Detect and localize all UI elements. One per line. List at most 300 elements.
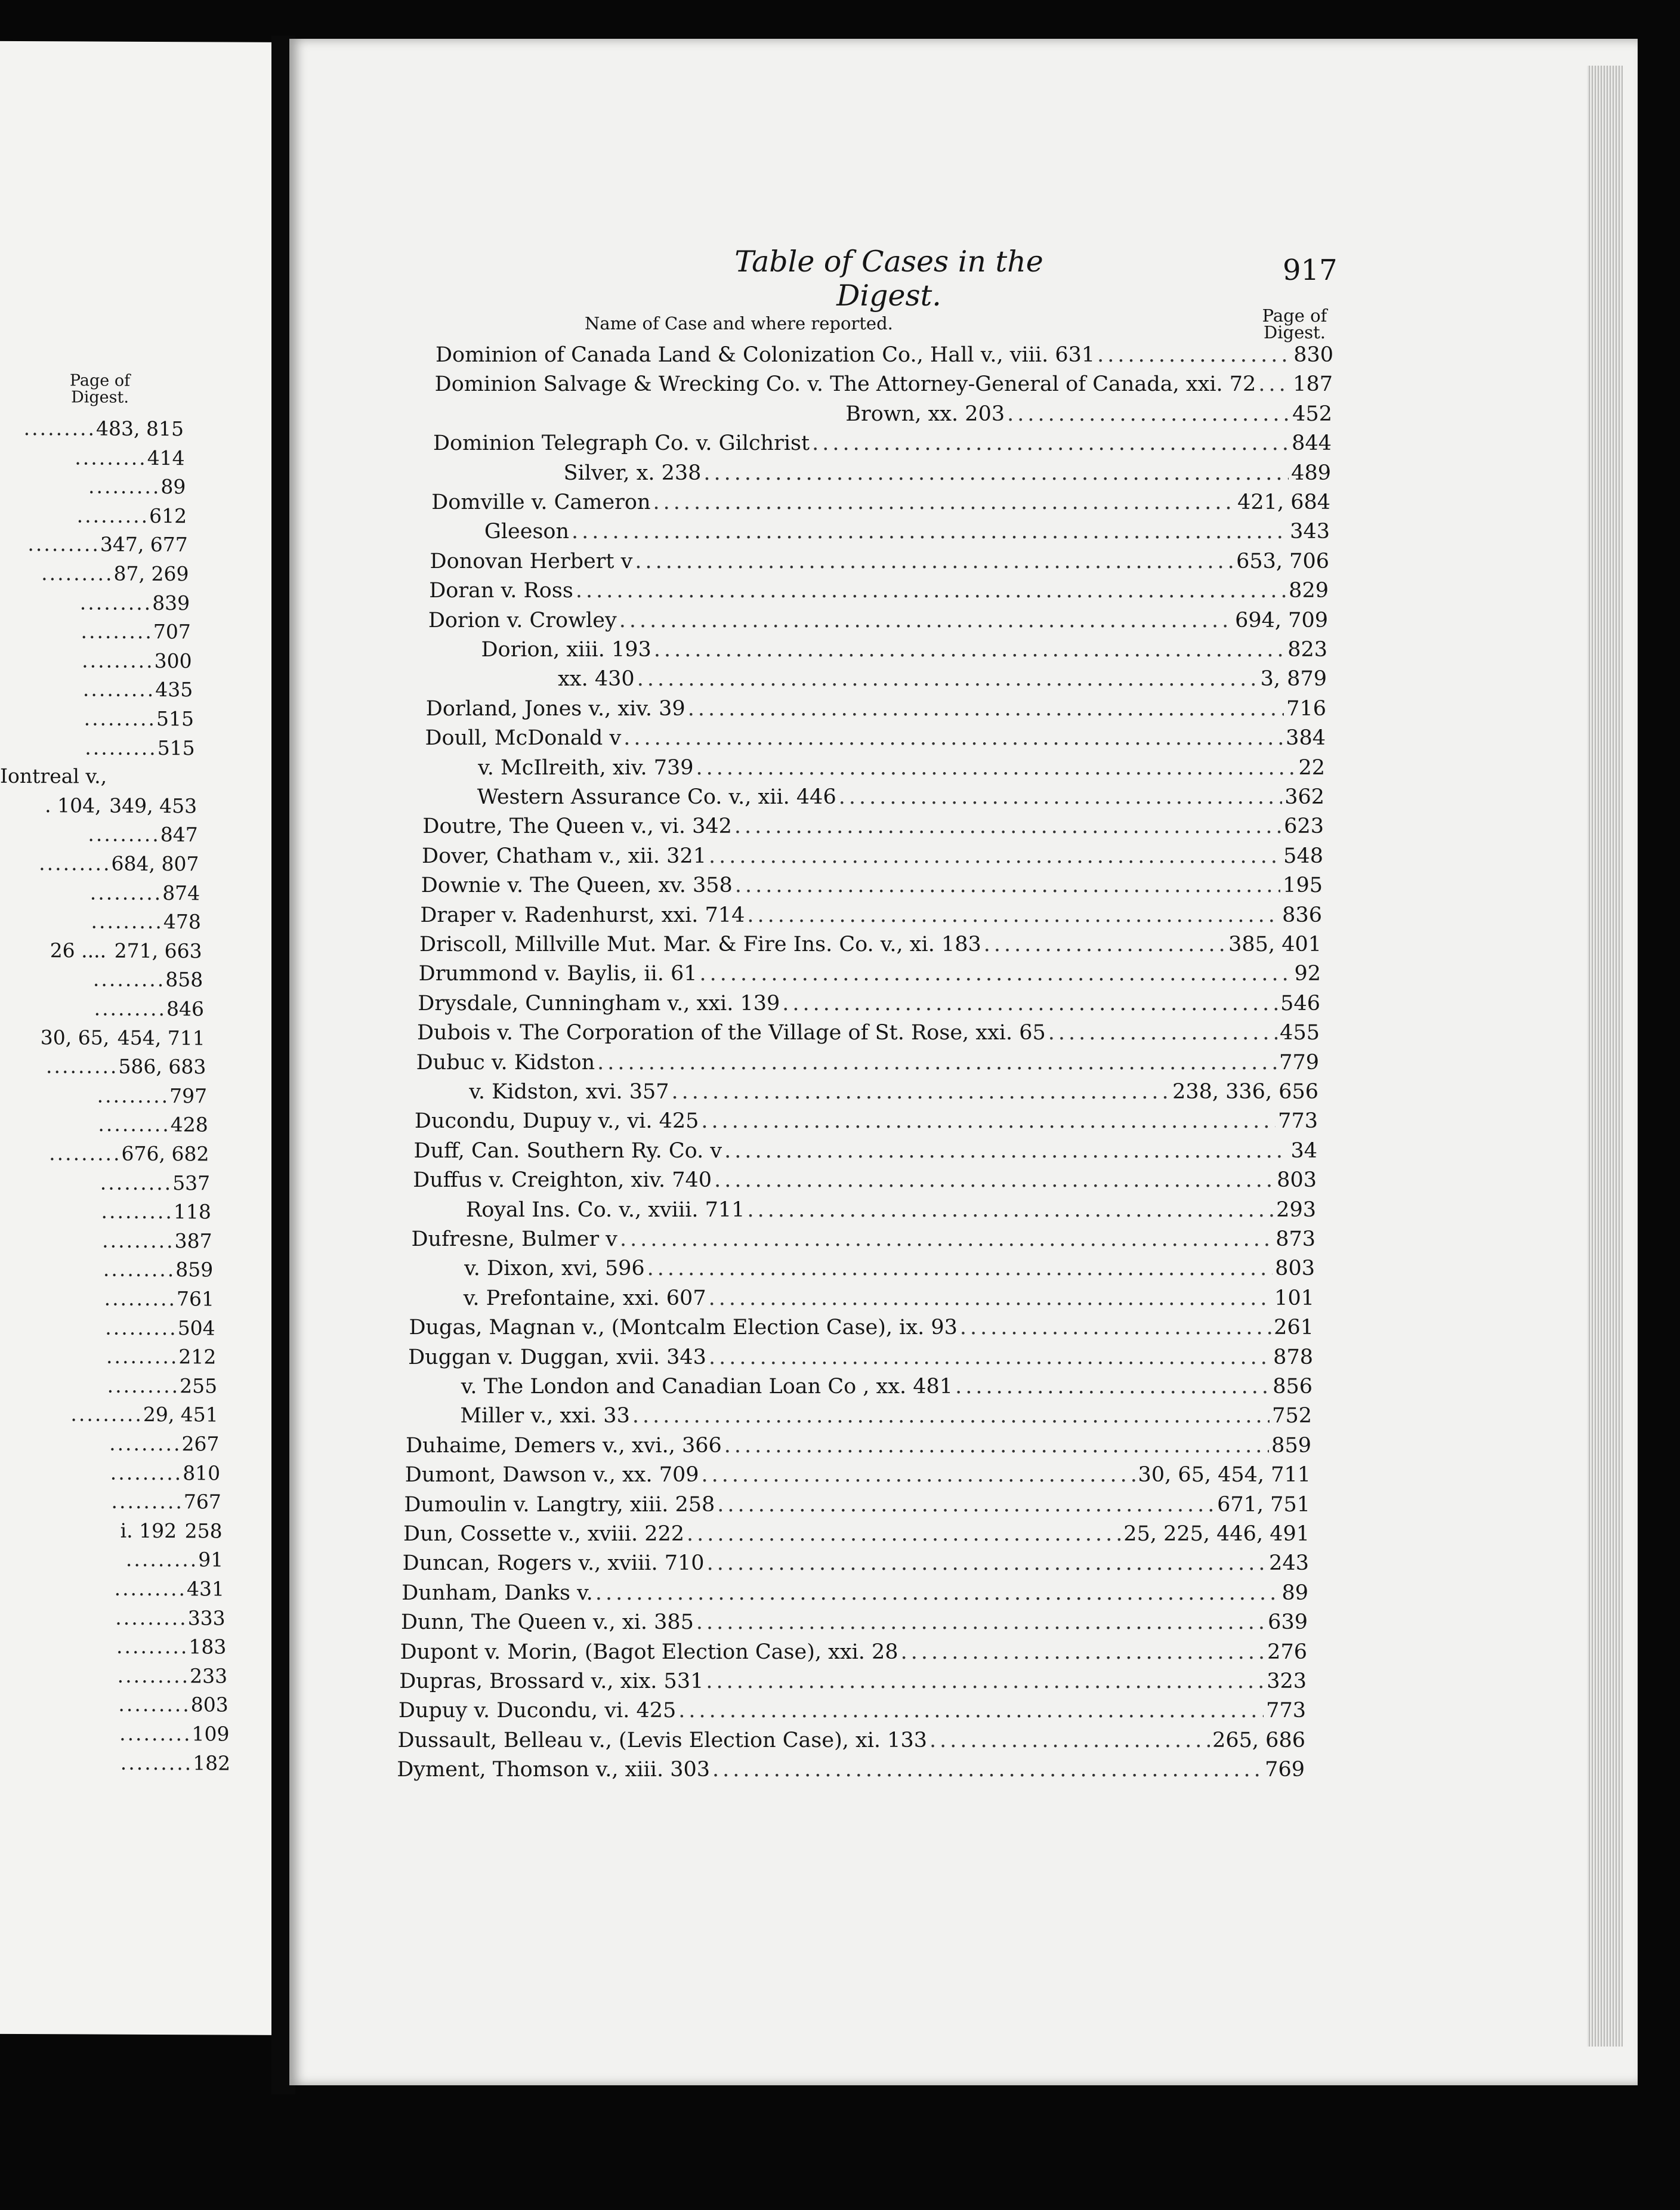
digest-page: 34 bbox=[1290, 1138, 1317, 1163]
case-name: Drummond v. Baylis, ii. 61 bbox=[418, 962, 697, 986]
left-entry-pages: 761 bbox=[177, 1287, 214, 1311]
left-entry-pages: 183 bbox=[189, 1635, 227, 1659]
case-name: Duggan v. Duggan, xvii. 343 bbox=[408, 1345, 706, 1369]
dot-leader bbox=[701, 1106, 1276, 1136]
dot-leader: ......... bbox=[91, 909, 163, 934]
left-entry bbox=[0, 1371, 217, 1401]
case-entry bbox=[399, 1666, 1307, 1696]
digest-page: 653, 706 bbox=[1236, 549, 1329, 573]
dot-leader bbox=[678, 1696, 1264, 1726]
digest-page: 362 bbox=[1284, 785, 1324, 809]
dot-leader bbox=[635, 547, 1234, 576]
dot-leader: ......... bbox=[88, 822, 160, 847]
case-entry bbox=[400, 1637, 1307, 1667]
digest-page: 92 bbox=[1294, 962, 1321, 986]
left-entry-pages: 515 bbox=[157, 736, 195, 760]
case-entry bbox=[484, 517, 1330, 547]
left-entry bbox=[0, 1342, 216, 1372]
left-entry bbox=[0, 1284, 214, 1314]
dot-leader bbox=[724, 1431, 1269, 1461]
left-entry bbox=[0, 675, 193, 704]
dot-leader bbox=[709, 841, 1281, 871]
case-entry bbox=[406, 1431, 1311, 1461]
left-entry-pages: 767 bbox=[183, 1490, 221, 1514]
case-entry bbox=[425, 723, 1326, 753]
left-entry-pages: 349, 453 bbox=[109, 794, 197, 818]
digest-page: 101 bbox=[1274, 1286, 1314, 1310]
left-entry bbox=[0, 1052, 206, 1082]
dot-leader: ......... bbox=[106, 1344, 179, 1369]
case-name: Draper v. Radenhurst, xxi. 714 bbox=[420, 903, 745, 927]
left-entry-pages: 271, 663 bbox=[114, 939, 202, 963]
case-entry bbox=[469, 1077, 1318, 1107]
left-entry bbox=[0, 1661, 227, 1691]
left-entry-pages: 435 bbox=[155, 678, 193, 702]
left-entry-pages: 89 bbox=[160, 475, 186, 499]
left-entry-prefix: 26 .... bbox=[50, 939, 107, 962]
case-entry bbox=[405, 1460, 1311, 1490]
case-entry bbox=[436, 340, 1333, 370]
dot-leader: ......... bbox=[76, 504, 150, 527]
digest-page: 639 bbox=[1268, 1610, 1308, 1635]
case-entry bbox=[466, 1195, 1316, 1225]
dot-leader bbox=[101, 794, 110, 817]
digest-page: 261 bbox=[1274, 1316, 1314, 1340]
digest-page: 823 bbox=[1287, 638, 1327, 662]
left-entry-pages: 839 bbox=[152, 591, 190, 615]
dot-leader: ......... bbox=[92, 967, 166, 992]
dot-leader: ......... bbox=[75, 445, 147, 470]
digest-page: 716 bbox=[1286, 696, 1326, 721]
left-entry-pages: 212 bbox=[178, 1345, 217, 1369]
digest-page: 489 bbox=[1291, 461, 1331, 485]
left-entry bbox=[0, 1023, 205, 1052]
case-entry bbox=[429, 576, 1329, 606]
left-entry-prefix: Iontreal v., bbox=[0, 764, 107, 788]
left-entry bbox=[0, 646, 192, 675]
case-entry bbox=[418, 989, 1320, 1018]
digest-page: 773 bbox=[1266, 1699, 1306, 1723]
case-entry bbox=[415, 1106, 1318, 1136]
dot-leader: ......... bbox=[79, 591, 153, 615]
page-edges bbox=[1587, 66, 1623, 2047]
left-entry bbox=[0, 1139, 209, 1169]
dot-leader bbox=[724, 1136, 1288, 1166]
dot-leader: ......... bbox=[110, 1461, 183, 1484]
left-entry bbox=[0, 965, 203, 994]
case-name: Dupuy v. Ducondu, vi. 425 bbox=[398, 1699, 677, 1723]
case-name: Ducondu, Dupuy v., vi. 425 bbox=[414, 1109, 699, 1134]
dot-leader bbox=[654, 635, 1285, 665]
digest-page: 623 bbox=[1284, 814, 1324, 839]
case-entry bbox=[397, 1755, 1305, 1785]
case-entry bbox=[402, 1578, 1308, 1608]
dot-leader: ......... bbox=[107, 1373, 180, 1397]
case-entry bbox=[435, 369, 1333, 399]
dot-leader: ......... bbox=[39, 851, 112, 875]
left-entry bbox=[0, 530, 188, 559]
left-entry-pages: 515 bbox=[156, 706, 194, 731]
case-entry bbox=[399, 1696, 1306, 1726]
digest-page: 3, 879 bbox=[1260, 667, 1327, 692]
case-name: Dunn, The Queen v., xi. 385 bbox=[400, 1610, 694, 1635]
left-entry-pages: 676, 682 bbox=[121, 1141, 209, 1166]
dot-leader: ......... bbox=[82, 649, 155, 672]
left-entry bbox=[0, 443, 185, 472]
case-entry bbox=[416, 1048, 1319, 1078]
case-name: Miller v., xxi. 33 bbox=[460, 1404, 630, 1428]
dot-leader: ......... bbox=[102, 1229, 175, 1252]
dot-leader bbox=[955, 1372, 1270, 1402]
dot-leader bbox=[929, 1726, 1210, 1755]
left-entry-pages: 483, 815 bbox=[96, 416, 184, 441]
left-entry-pages: 612 bbox=[149, 504, 187, 528]
dot-leader bbox=[984, 930, 1226, 959]
left-entry-pages: 91 bbox=[198, 1548, 224, 1572]
dot-leader bbox=[688, 694, 1284, 724]
dot-leader bbox=[696, 1607, 1265, 1637]
case-name: Dussault, Belleau v., (Levis Election Case), xi. 133 bbox=[397, 1728, 927, 1752]
dot-leader bbox=[1007, 399, 1290, 429]
case-entry bbox=[413, 1165, 1317, 1195]
dot-leader bbox=[1258, 369, 1290, 399]
case-entry bbox=[422, 841, 1323, 871]
dot-leader bbox=[687, 1519, 1121, 1549]
left-entry bbox=[0, 1516, 223, 1546]
digest-page: 752 bbox=[1272, 1404, 1312, 1428]
dot-leader: ......... bbox=[70, 1402, 143, 1427]
case-name: Silver, x. 238 bbox=[563, 461, 702, 485]
dot-leader bbox=[960, 1313, 1271, 1342]
dot-leader: ......... bbox=[41, 561, 114, 585]
case-name: Dyment, Thomson v., xiii. 303 bbox=[397, 1758, 710, 1782]
case-name: Dominion of Canada Land & Colonization Co., Hall v., viii. 631 bbox=[436, 343, 1095, 367]
digest-page: 384 bbox=[1286, 726, 1326, 751]
left-entry bbox=[0, 907, 201, 936]
left-entry bbox=[0, 1545, 223, 1575]
dot-leader: ......... bbox=[27, 532, 100, 556]
digest-page: 803 bbox=[1277, 1168, 1317, 1193]
case-entry bbox=[460, 1401, 1312, 1431]
digest-page: 195 bbox=[1283, 873, 1323, 898]
dot-leader bbox=[735, 871, 1280, 900]
case-name: Dominion Salvage & Wrecking Co. v. The Attorney-General of Canada, xxi. 72 bbox=[434, 372, 1256, 397]
digest-page: 30, 65, 454, 711 bbox=[1138, 1463, 1311, 1487]
digest-page: 830 bbox=[1293, 343, 1333, 367]
dot-leader: ......... bbox=[119, 1721, 192, 1746]
dot-leader: ......... bbox=[49, 1141, 122, 1165]
dot-leader bbox=[647, 1254, 1273, 1283]
left-entry bbox=[0, 1197, 211, 1227]
case-name: Doran v. Ross bbox=[429, 579, 573, 603]
left-page bbox=[0, 41, 314, 2035]
dot-leader bbox=[595, 1578, 1280, 1608]
case-name: Dorland, Jones v., xiv. 39 bbox=[425, 696, 685, 721]
dot-leader bbox=[709, 1342, 1271, 1372]
case-entry bbox=[464, 1254, 1315, 1283]
dot-leader: ......... bbox=[118, 1693, 191, 1717]
dot-leader bbox=[109, 1026, 118, 1049]
dot-leader: ......... bbox=[101, 1199, 174, 1224]
dot-leader bbox=[637, 664, 1258, 694]
left-entry bbox=[0, 878, 200, 907]
case-name: Doull, McDonald v bbox=[425, 726, 622, 751]
left-entry bbox=[0, 994, 204, 1023]
digest-page: 323 bbox=[1267, 1669, 1307, 1693]
dot-leader bbox=[709, 1283, 1273, 1313]
digest-page: 385, 401 bbox=[1228, 933, 1321, 956]
case-entry bbox=[412, 1224, 1316, 1254]
left-entry-pages: 846 bbox=[166, 997, 204, 1021]
left-entry bbox=[0, 762, 196, 791]
left-entry bbox=[0, 1255, 213, 1285]
dot-leader bbox=[812, 428, 1289, 458]
left-entry-pages: 847 bbox=[160, 823, 198, 847]
case-name: Dominion Telegraph Co. v. Gilchrist bbox=[433, 431, 810, 456]
dot-leader bbox=[712, 1755, 1262, 1785]
case-entry bbox=[422, 811, 1324, 841]
case-entry bbox=[430, 547, 1329, 576]
case-name: Dunham, Danks v. bbox=[402, 1581, 593, 1605]
digest-page: 243 bbox=[1269, 1551, 1309, 1576]
case-name: Western Assurance Co. v., xii. 446 bbox=[477, 785, 836, 809]
left-entry-pages: 333 bbox=[187, 1606, 226, 1630]
case-entry bbox=[478, 753, 1325, 783]
left-entry-pages: 255 bbox=[180, 1373, 218, 1398]
case-name: Dun, Cossette v., xviii. 222 bbox=[403, 1522, 684, 1546]
dot-leader: ......... bbox=[82, 677, 156, 702]
left-entry bbox=[0, 936, 202, 965]
left-entry-pages: 537 bbox=[172, 1171, 211, 1194]
case-entry bbox=[419, 930, 1321, 959]
case-name: Dubuc v. Kidston bbox=[416, 1050, 595, 1075]
case-entry bbox=[403, 1519, 1310, 1549]
dot-leader: ......... bbox=[125, 1548, 199, 1572]
digest-page: 238, 336, 656 bbox=[1172, 1080, 1318, 1104]
case-name: Dover, Chatham v., xii. 321 bbox=[422, 844, 706, 868]
dot-leader bbox=[597, 1048, 1277, 1078]
dot-leader bbox=[106, 939, 115, 962]
left-entry bbox=[0, 849, 199, 878]
dot-leader: ......... bbox=[23, 416, 97, 440]
left-entry bbox=[0, 1110, 208, 1140]
left-entry bbox=[0, 588, 190, 617]
left-entry bbox=[0, 820, 198, 849]
case-entry bbox=[414, 1136, 1317, 1166]
left-entry-pages: 810 bbox=[183, 1461, 221, 1485]
left-entry-pages: 267 bbox=[181, 1432, 220, 1456]
digest-page: 878 bbox=[1273, 1345, 1313, 1369]
dot-leader: ......... bbox=[88, 474, 161, 499]
case-name: Brown, xx. 203 bbox=[845, 402, 1005, 426]
left-entry bbox=[0, 704, 194, 733]
case-name: Dorion, xiii. 193 bbox=[481, 638, 651, 662]
left-entry bbox=[0, 733, 195, 762]
left-entry-prefix: 30, 65, bbox=[40, 1025, 110, 1050]
dot-leader bbox=[1048, 1018, 1277, 1048]
left-entry bbox=[0, 617, 191, 646]
dot-leader: ......... bbox=[116, 1634, 189, 1659]
case-entry bbox=[464, 1283, 1314, 1313]
left-entry-pages: 182 bbox=[193, 1751, 231, 1775]
dot-leader bbox=[632, 1401, 1270, 1431]
case-entry bbox=[408, 1342, 1313, 1372]
left-entry-pages: 874 bbox=[162, 881, 200, 905]
case-name: Dorion v. Crowley bbox=[428, 608, 617, 632]
left-entry bbox=[0, 472, 186, 501]
case-name: Driscoll, Millville Mut. Mar. & Fire Ins. Co. v., xi. 183 bbox=[419, 933, 981, 956]
left-entry-pages: 586, 683 bbox=[118, 1054, 206, 1079]
left-entry-pages: 233 bbox=[190, 1664, 228, 1688]
case-entry bbox=[420, 900, 1322, 930]
left-entry-pages: 454, 711 bbox=[117, 1026, 205, 1050]
case-name: xx. 430 bbox=[558, 667, 635, 692]
case-name: Gleeson bbox=[484, 520, 570, 544]
dot-leader: ......... bbox=[109, 1431, 182, 1456]
dot-leader bbox=[623, 723, 1283, 753]
dot-leader: ......... bbox=[105, 1316, 178, 1339]
case-name: v. McIlreith, xiv. 739 bbox=[478, 755, 694, 780]
left-entry-pages: 859 bbox=[175, 1258, 214, 1282]
dot-leader: ......... bbox=[89, 881, 163, 905]
left-entry bbox=[0, 1400, 218, 1430]
dot-leader: ......... bbox=[46, 1054, 119, 1078]
digest-page: 773 bbox=[1278, 1109, 1318, 1134]
digest-page: 546 bbox=[1280, 991, 1320, 1016]
page-column-header: Page of Digest. bbox=[1262, 305, 1327, 342]
left-entry-pages: 504 bbox=[177, 1316, 215, 1340]
case-name: Drysdale, Cunningham v., xxi. 139 bbox=[418, 991, 780, 1016]
digest-page: 455 bbox=[1280, 1021, 1320, 1045]
left-entry bbox=[0, 1719, 230, 1749]
dot-leader bbox=[714, 1165, 1274, 1195]
dot-leader: ......... bbox=[114, 1576, 187, 1601]
case-entry bbox=[426, 694, 1326, 724]
left-entry bbox=[0, 559, 189, 588]
page-number: 917 bbox=[1283, 254, 1338, 287]
case-entry bbox=[403, 1548, 1309, 1578]
case-entry bbox=[428, 606, 1328, 635]
dot-leader bbox=[576, 576, 1286, 606]
left-entry-pages: 347, 677 bbox=[100, 532, 188, 557]
digest-page: 694, 709 bbox=[1235, 608, 1328, 632]
left-entry-pages: 858 bbox=[165, 968, 203, 992]
dot-leader: ......... bbox=[98, 1112, 171, 1137]
digest-page: 779 bbox=[1279, 1050, 1319, 1075]
case-name: Royal Ins. Co. v., xviii. 711 bbox=[465, 1197, 745, 1222]
case-entry bbox=[477, 782, 1324, 812]
digest-page: 276 bbox=[1267, 1640, 1307, 1664]
left-entry-prefix: . 104, bbox=[45, 793, 101, 817]
case-name: v. Prefontaine, xxi. 607 bbox=[463, 1286, 706, 1310]
dot-leader bbox=[703, 458, 1289, 488]
left-entry-pages: 478 bbox=[163, 910, 201, 934]
case-name: Dufresne, Bulmer v bbox=[411, 1227, 617, 1251]
case-entry bbox=[431, 487, 1330, 517]
dot-leader bbox=[177, 1519, 185, 1542]
running-head: Table of Cases in the Digest. bbox=[734, 245, 1043, 313]
digest-page: 829 bbox=[1289, 579, 1329, 603]
left-entry-pages: 431 bbox=[187, 1577, 224, 1601]
dot-leader bbox=[572, 517, 1287, 547]
dot-leader bbox=[702, 1460, 1136, 1490]
case-entry bbox=[419, 959, 1321, 989]
case-entry bbox=[433, 428, 1332, 458]
digest-page: 187 bbox=[1293, 372, 1333, 397]
digest-page: 25, 225, 446, 491 bbox=[1123, 1522, 1310, 1546]
case-name: Dupras, Brossard v., xix. 531 bbox=[399, 1669, 704, 1693]
digest-page: 856 bbox=[1273, 1375, 1312, 1399]
dot-leader: ......... bbox=[111, 1489, 184, 1514]
case-entry bbox=[409, 1313, 1314, 1342]
left-entry bbox=[0, 1690, 228, 1720]
digest-page: 844 bbox=[1292, 431, 1332, 456]
case-entry bbox=[398, 1726, 1305, 1755]
dot-leader bbox=[717, 1490, 1215, 1520]
left-entry-pages: 109 bbox=[192, 1722, 230, 1746]
left-entry-pages: 684, 807 bbox=[111, 851, 199, 876]
left-entry bbox=[0, 1429, 220, 1459]
left-entry bbox=[0, 1313, 215, 1342]
digest-page: 859 bbox=[1271, 1433, 1311, 1458]
dot-leader bbox=[706, 1666, 1264, 1696]
case-entry bbox=[461, 1372, 1312, 1402]
digest-page: 265, 686 bbox=[1212, 1728, 1305, 1752]
dot-leader bbox=[620, 1224, 1273, 1254]
digest-page: 803 bbox=[1275, 1257, 1315, 1281]
case-name: v. Kidston, xvi. 357 bbox=[469, 1080, 669, 1104]
dot-leader bbox=[734, 811, 1281, 841]
case-name: Duncan, Rogers v., xviii. 710 bbox=[402, 1551, 705, 1576]
left-entry bbox=[0, 1487, 221, 1517]
name-column-header: Name of Case and where reported. bbox=[585, 313, 893, 334]
digest-page: 343 bbox=[1290, 520, 1330, 544]
dot-leader: ......... bbox=[120, 1751, 193, 1774]
case-entry bbox=[417, 1018, 1320, 1048]
left-entry bbox=[0, 501, 187, 530]
case-name: Duff, Can. Southern Ry. Co. v bbox=[413, 1138, 722, 1163]
case-entry bbox=[845, 399, 1332, 429]
left-entry bbox=[0, 1574, 224, 1604]
case-name: Downie v. The Queen, xv. 358 bbox=[421, 873, 733, 898]
case-name: Dumoulin v. Langtry, xiii. 258 bbox=[404, 1492, 715, 1517]
dot-leader: ......... bbox=[97, 1084, 170, 1107]
dot-leader bbox=[707, 1548, 1267, 1578]
case-name: Domville v. Cameron bbox=[431, 490, 651, 514]
left-entry-pages: 29, 451 bbox=[143, 1403, 218, 1427]
case-name: Dubois v. The Corporation of the Village of St. Rose, xxi. 65 bbox=[416, 1021, 1046, 1045]
left-entry bbox=[0, 1081, 207, 1111]
dot-leader: ......... bbox=[100, 1171, 173, 1194]
case-name: Donovan Herbert v bbox=[430, 549, 633, 573]
left-entry bbox=[0, 1458, 220, 1487]
left-entry-pages: 258 bbox=[184, 1519, 223, 1543]
left-entry-pages: 387 bbox=[174, 1229, 212, 1253]
left-entry bbox=[0, 1168, 210, 1197]
case-name: Dumont, Dawson v., xx. 709 bbox=[404, 1463, 699, 1487]
case-name: Dugas, Magnan v., (Montcalm Election Case), ix. 93 bbox=[409, 1316, 958, 1340]
case-entry bbox=[404, 1490, 1310, 1520]
left-entry-prefix: i. 192 bbox=[120, 1518, 177, 1542]
left-entry-pages: 87, 269 bbox=[113, 561, 189, 586]
dot-leader bbox=[747, 900, 1280, 930]
digest-page: 836 bbox=[1282, 903, 1322, 927]
left-entry-pages: 803 bbox=[190, 1693, 228, 1717]
left-entry bbox=[0, 414, 184, 443]
dot-leader: ......... bbox=[117, 1663, 190, 1688]
dot-leader bbox=[747, 1195, 1274, 1225]
digest-page: 452 bbox=[1292, 402, 1332, 426]
